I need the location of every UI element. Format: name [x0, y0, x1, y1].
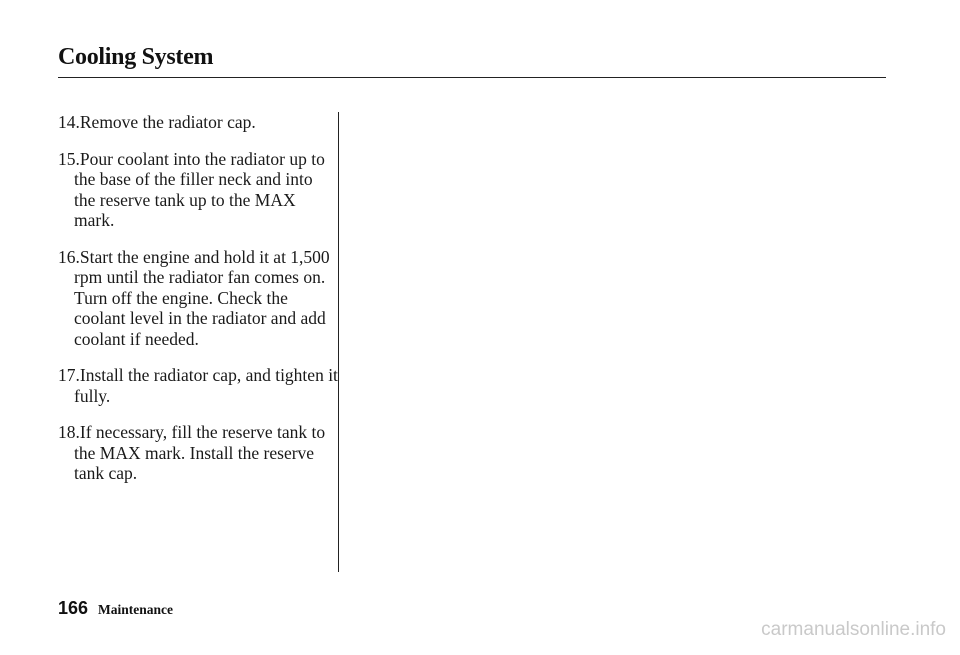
- step-14: 14.Remove the radiator cap.: [58, 112, 256, 132]
- section-name: Maintenance: [98, 602, 174, 617]
- step-15: 15.Pour coolant into the radiator up to the base of the filler neck and into the reserve tank up to the MAX mark.: [58, 148, 325, 230]
- title-divider: [58, 77, 886, 78]
- step-17: 17.Install the radiator cap, and tighten it fully.: [58, 365, 338, 406]
- step-16: 16.Start the engine and hold it at 1,500 rpm until the radiator fan comes on. Turn off the engine. Check the coolant level in the radiator and add coolant if needed.: [58, 246, 330, 349]
- instruction-list: [58, 112, 338, 500]
- step-18: 18.If necessary, fill the reserve tank to the MAX mark. Install the reserve tank cap.: [58, 422, 326, 483]
- watermark: carmanualsonline.info: [761, 619, 946, 640]
- page-number: 166: [58, 598, 89, 618]
- page-footer: [58, 598, 173, 619]
- page-title: Cooling System: [58, 44, 214, 70]
- column-divider: [338, 112, 339, 572]
